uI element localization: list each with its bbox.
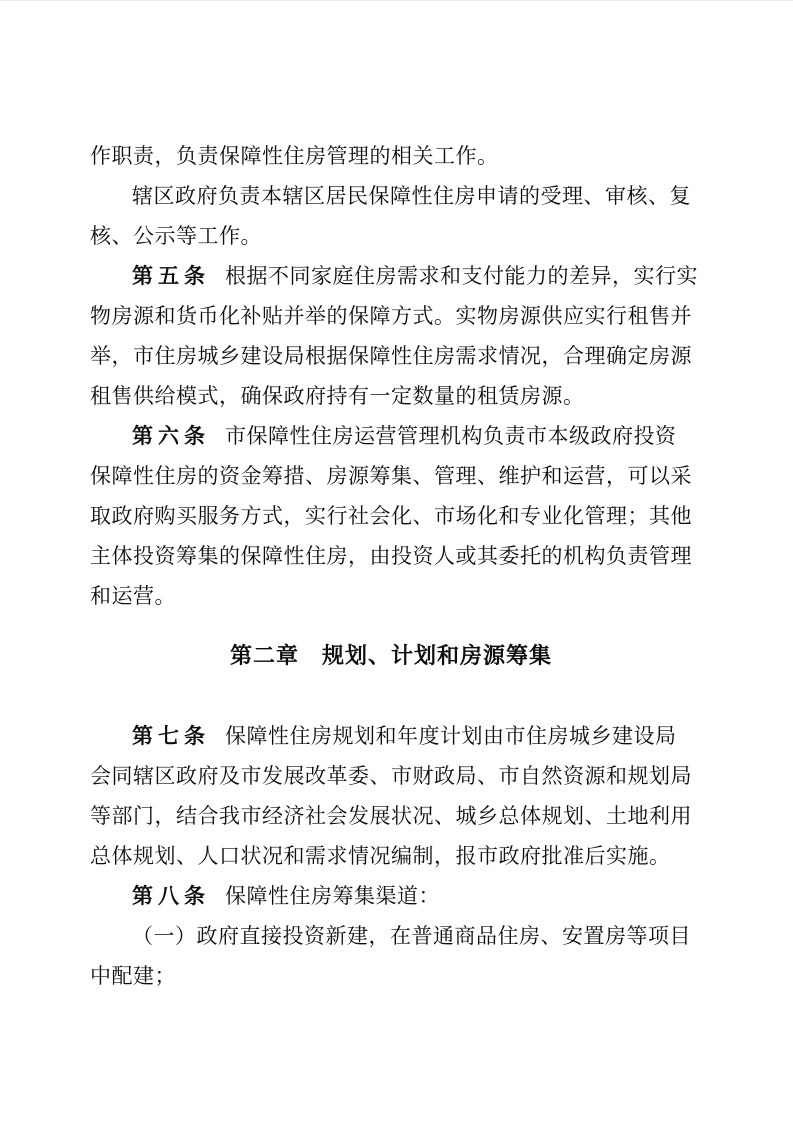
document-line-article-6	[90, 416, 692, 456]
article-number: 第八条	[132, 885, 210, 908]
line-text: 根据不同家庭住房需求和支付能力的差异，实行实	[225, 264, 698, 288]
document-body	[90, 136, 698, 996]
article-number: 第七条	[132, 725, 210, 748]
document-line-list-item-1	[90, 916, 692, 956]
line-text: 租售供给模式，确保政府持有一定数量的租赁房源。	[90, 384, 585, 408]
document-line	[90, 756, 692, 796]
document-line-article-5	[90, 256, 698, 296]
line-text: 保障性住房的资金筹措、房源筹集、管理、维护和运营，可以采	[90, 464, 692, 488]
line-text: 核、公示等工作。	[90, 224, 262, 248]
line-text: 等部门，结合我市经济社会发展状况、城乡总体规划、土地利用	[90, 804, 692, 828]
line-text: 辖区政府负责本辖区居民保障性住房申请的受理、审核、复	[132, 184, 691, 208]
document-line	[90, 176, 692, 216]
document-line	[90, 836, 692, 876]
document-line-article-7	[90, 716, 692, 756]
document-line	[90, 536, 692, 576]
document-line-article-8	[90, 876, 692, 916]
line-text: 会同辖区政府及市发展改革委、市财政局、市自然资源和规划局	[90, 764, 692, 788]
line-text: 物房源和货币化补贴并举的保障方式。实物房源供应实行租售并	[90, 304, 692, 328]
document-line	[90, 336, 692, 376]
document-line	[90, 376, 692, 416]
line-text: 和运营。	[90, 584, 176, 608]
line-text: 保障性住房筹集渠道：	[225, 884, 440, 908]
document-line	[90, 576, 692, 616]
document-line	[90, 136, 692, 176]
line-text: 中配建；	[90, 964, 176, 988]
line-text: 举，市住房城乡建设局根据保障性住房需求情况，合理确定房源	[90, 344, 692, 368]
line-text: 保障性住房规划和年度计划由市住房城乡建设局	[225, 724, 677, 748]
line-text: 作职责，负责保障性住房管理的相关工作。	[90, 144, 499, 168]
line-text: 市保障性住房运营管理机构负责市本级政府投资	[225, 424, 677, 448]
article-number: 第五条	[132, 265, 210, 288]
line-text: 主体投资筹集的保障性住房，由投资人或其委托的机构负责管理	[90, 544, 692, 568]
document-line	[90, 296, 692, 336]
line-text: 总体规划、人口状况和需求情况编制，报市政府批准后实施。	[90, 844, 671, 868]
document-line	[90, 496, 692, 536]
line-text: 取政府购买服务方式，实行社会化、市场化和专业化管理；其他	[90, 504, 692, 528]
document-line	[90, 456, 692, 496]
document-line	[90, 796, 692, 836]
line-text: （一）政府直接投资新建，在普通商品住房、安置房等项目	[132, 924, 691, 948]
chapter-heading: 第二章 规划、计划和房源筹集	[229, 643, 552, 668]
article-number: 第六条	[132, 425, 210, 448]
document-line	[90, 216, 692, 256]
document-line	[90, 956, 692, 996]
